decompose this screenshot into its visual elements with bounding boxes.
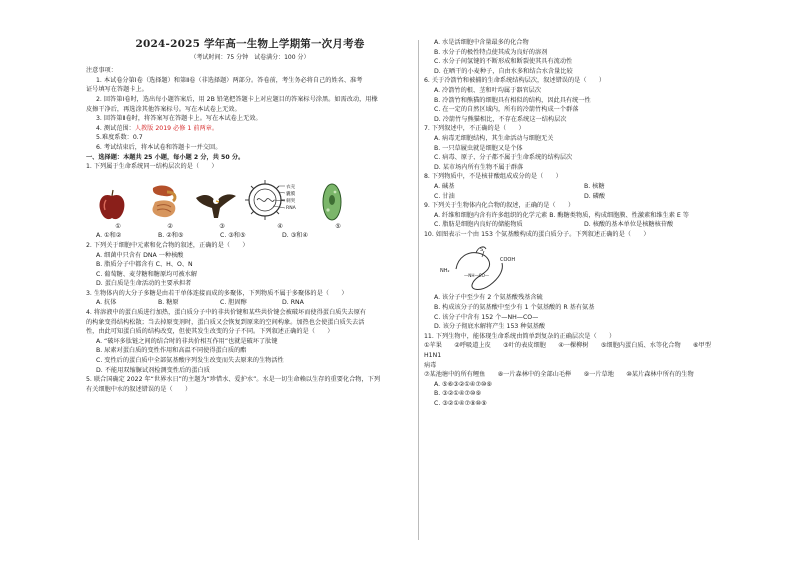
- q10-option-d: D. 该分子彻底水解将产生 153 种氨基酸: [434, 323, 546, 331]
- apple-icon: [86, 176, 138, 222]
- label-nhco: —NH—CO—: [464, 273, 490, 279]
- q3-option-c: C. 胆固醇: [220, 299, 247, 307]
- q3-options: [86, 298, 414, 308]
- q2-stem: 2. 下列关于细胞中元素和化合物的叙述，正确的是（ ）: [86, 241, 249, 249]
- q6-option-b: B. 冷箭竹和熊猫的细胞具有相似的结构，因此具有统一性: [434, 96, 591, 104]
- q1-label-2: ②: [167, 222, 173, 230]
- column-divider: [418, 40, 419, 540]
- exam-meta: （考试时间：75 分钟 试卷满分：100 分）: [190, 53, 310, 61]
- q1-label-5: ⑤: [335, 222, 341, 230]
- q8-stem: 8. 下列物质中，不是核苷酸组成成分的是（ ）: [424, 173, 562, 181]
- q4-line-3: 性，由此可知蛋白质的结构改变，但使其发生改变的分子不同。下列叙述正确的是（ ）: [86, 328, 334, 336]
- q11-line-2: 病毒: [424, 361, 437, 369]
- q11-stem: 11. 下列生物中，能体现生命系统由简单到复杂的正确层次是（ ）: [424, 332, 616, 340]
- q5-option-d: D. 在晒干的小麦种子，自由水多和结合水含量比较: [434, 67, 573, 75]
- q5-option-c: C. 水分子间氢键的不断形成和断裂使其具有流动性: [434, 58, 573, 66]
- q5-line-2: 有关细胞中水的叙述错误的是（ ）: [86, 385, 192, 393]
- q1-option-c: C. ③和⑤: [220, 232, 246, 240]
- q10-stem: 10. 如图表示一个由 153 个氨基酸构成的蛋白质分子。下列叙述正确的是（ ）: [424, 230, 650, 238]
- q1-image-labels: [86, 222, 414, 232]
- note-6: 6. 考试结束后，将本试卷和答题卡一并交回。: [96, 143, 222, 151]
- label-s: S: [480, 247, 484, 254]
- q4-option-d: D. 不能用双缩脲试剂检测变性后的蛋白质: [96, 366, 210, 374]
- q2-option-b: B. 脂质分子中都含有 C、H、O、N: [96, 261, 193, 269]
- q3-stem: 3. 生物体内的大分子多糖是由若干单体连接而成的多聚体，下列物质不属于多聚体的是（ ）: [86, 289, 348, 297]
- q8-option-c: C. 甘油: [434, 192, 455, 200]
- virus-label-spike: 刺突: [286, 198, 296, 204]
- note-3: 3. 回答第Ⅱ卷时，将答案写在答题卡上。写在本试卷上无效。: [96, 115, 262, 123]
- q7-stem: 7. 下列叙述中，不正确的是（ ）: [424, 125, 525, 133]
- q3-option-a: A. 抗体: [96, 299, 117, 307]
- q7-option-d: D. 某市场内所有生物不属于群落: [434, 163, 524, 171]
- digestive-system-icon: [138, 176, 190, 222]
- label-cooh: COOH: [500, 257, 516, 264]
- paramecium-icon: [306, 176, 358, 222]
- exam-title: 2024-2025 学年高一生物上学期第一次月考卷: [135, 38, 365, 50]
- virus-label-capsid: 衣壳: [286, 184, 296, 190]
- q4-option-a: A. “破坏多肽链之间的结合时的非共价相互作用”也就是破坏了肽键: [96, 337, 278, 345]
- q3-option-d: D. RNA: [282, 299, 304, 307]
- q1-label-4: ④: [277, 222, 283, 230]
- q10-option-a: A. 该分子中至少有 2 个氨基酸残基含硫: [434, 294, 543, 302]
- protein-diagram: [438, 241, 720, 293]
- q8-options-row1: [424, 182, 720, 192]
- q9-option-c: C. 脂肪是细胞内良好的储能物质: [434, 221, 523, 229]
- q9-option-d: D. 核酸的基本单位是核糖核苷酸: [584, 221, 674, 229]
- q9-options-row2: [424, 220, 720, 230]
- right-column: [424, 38, 720, 409]
- q5-option-a: A. 水是活细胞中含量最多的化合物: [434, 39, 529, 46]
- q4-line-1: 4. 将溶液中的蛋白质进行加热，蛋白质分子中的非共价键和某些共价键会被破坏而使得蛋白质失去原有: [86, 309, 367, 317]
- q8-option-b: B. 核糖: [584, 182, 605, 190]
- q11-option-b: B. ③②①④⑦⑩⑨: [434, 390, 482, 398]
- q6-stem: 6. 关于冷箭竹和被捕的生命系统结构层次，叙述错误的是（ ）: [424, 77, 606, 85]
- q6-option-c: C. 在一定的自然区域内，所有的冷箭竹构成一个群落: [434, 106, 579, 114]
- q2-option-d: D. 蛋白质是生命活动的主要承担者: [96, 280, 192, 288]
- q10-option-c: C. 该分子中含有 152 个—NH—CO—: [434, 313, 539, 321]
- q1-label-3: ③: [219, 222, 225, 230]
- virus-label-rna: RNA: [286, 205, 296, 211]
- note-4: [86, 124, 414, 134]
- eagle-icon: [190, 176, 242, 222]
- q7-option-c: C. 病毒、原子、分子都不属于生命系统的结构层次: [434, 154, 573, 162]
- q6-option-a: A. 冷箭竹的根、茎和叶均属于器官层次: [434, 86, 542, 94]
- q4-option-b: B. 尿素对蛋白质的变性作用和高温不同使得蛋白质的酯: [96, 347, 247, 355]
- q1-options: [86, 231, 414, 241]
- virus-diagram-icon: [242, 176, 306, 222]
- note-1b: 证号填写在答题卡上。: [86, 86, 148, 94]
- note-5: 5.难度系数：0.7: [96, 134, 143, 142]
- q8-options-row2: [424, 192, 720, 202]
- q1-images: [86, 176, 414, 222]
- q8-option-a: A. 碱基: [434, 182, 455, 190]
- note-2b: 皮擦干净后，再选涂其他答案标号。写在本试卷上无效。: [86, 105, 241, 113]
- q3-option-b: B. 糖原: [158, 299, 179, 307]
- notes-header: 注意事项：: [86, 67, 117, 75]
- note-4-scope: 人教版 2019 必修 1 前两章。: [134, 124, 219, 132]
- q11-option-c: C. ③②①④⑦⑧⑩⑨: [434, 400, 487, 407]
- q9-stem: 9. 下列关于生物体内化合物的叙述，正确的是（ ）: [424, 202, 575, 210]
- q1-option-d: D. ③和④: [282, 232, 308, 240]
- q5-line-1: 5. 联合国确定 2022 年“世界水日”的主题为“珍惜水、爱护水”。水是一切生命赖以生存的重要化合物，下列: [86, 376, 381, 384]
- note-4-prefix: 4. 测试范围：: [96, 124, 135, 132]
- note-1a: 1. 本试卷分第Ⅰ卷（选择题）和第Ⅱ卷（非选择题）两部分。答卷前，考生务必将自己的姓名、准考: [96, 76, 363, 84]
- q4-line-2: 的构象变得结构松散；当去掉原变剂时，蛋白质又会恢复到原来的空间构象。加热也会使蛋白质失去活: [86, 318, 365, 326]
- q2-option-a: A. 细菌中只含有 DNA 一种核酸: [96, 251, 184, 259]
- q8-option-d: D. 磷酸: [584, 192, 606, 200]
- left-column: [86, 0, 414, 394]
- q11-line-3: ⑦某池塘中的所有鲤鱼 ⑧一片森林中的全部山毛榉 ⑨一片草地 ⑩某片森林中所有的生物: [424, 371, 694, 379]
- q1-label-1: ①: [115, 222, 121, 230]
- q1-option-b: B. ②和⑤: [158, 232, 184, 240]
- q5-option-b: B. 水分子的极性特点使其成为良好的溶剂: [434, 48, 548, 56]
- q2-option-c: C. 葡萄糖、麦芽糖和糖原均可被水解: [96, 270, 198, 278]
- q10-option-b: B. 构成该分子的氨基酸中至少有 1 个氨基酸的 R 基有氨基: [434, 304, 595, 312]
- q1-stem: 1. 下列属于生命系统同一结构层次的是（ ）: [86, 163, 218, 171]
- q6-option-d: D. 冷箭竹与熊猫相比，不存在系统这一结构层次: [434, 115, 567, 123]
- q4-option-c: C. 变性后的蛋白质中全部氨基酸序列发生改变而失去原来的生物活性: [96, 357, 284, 365]
- q11-line-1: ①苹果 ②呼吸道上皮 ③叶的表皮细胞 ④一棵柳树 ⑤细胞内蛋白质、水等化合物 ⑥甲型 H1N1: [424, 342, 711, 360]
- q7-option-a: A. 病毒无细胞结构，其生命活动与细胞无关: [434, 134, 554, 142]
- label-nh2: NH₂: [440, 268, 450, 275]
- q9-option-a: A. 纤维和细胞内含有许多组织的化学元素 B. 酶糖类物质，构成细胞膜、性激素和维生素 E 等: [434, 211, 689, 219]
- q7-option-b: B. 一只草履虫就是细胞又是个体: [434, 144, 523, 152]
- note-2a: 2. 回答第Ⅰ卷时，选出每小题答案后，用 2B 铅笔把答题卡上对应题目的答案标号涂黑。如需改动，用橡: [96, 95, 378, 103]
- virus-label-envelope: 囊膜: [286, 191, 296, 197]
- section-heading: 一、选择题：本题共 25 小题，每小题 2 分，共 50 分。: [86, 153, 245, 161]
- q11-option-a: A. ⑤⑥③②①④⑦⑩⑨: [434, 380, 492, 388]
- q1-option-a: A. ①和②: [96, 232, 122, 240]
